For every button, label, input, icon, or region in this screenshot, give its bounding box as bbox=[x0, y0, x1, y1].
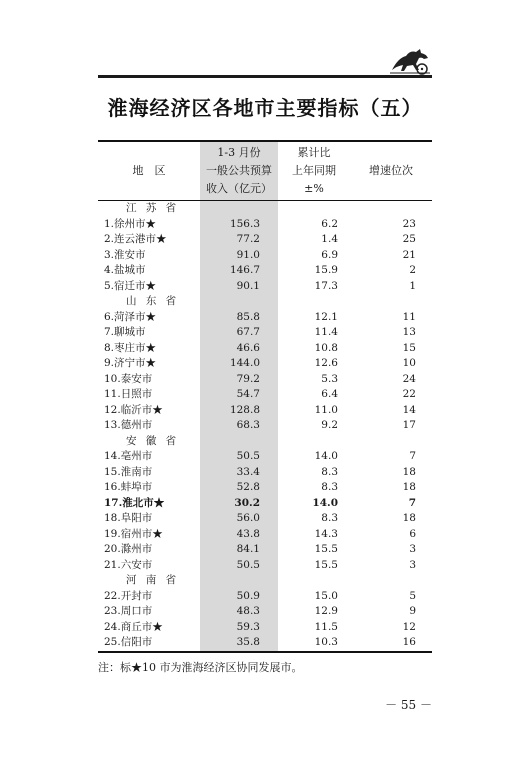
revenue-value: 48.3 bbox=[236, 605, 260, 617]
revenue-value: 90.1 bbox=[236, 279, 260, 292]
rank-value: 13 bbox=[402, 326, 416, 338]
growth-value: 11.4 bbox=[314, 326, 338, 338]
growth-value: 12.6 bbox=[314, 357, 338, 369]
rank-value: 7 bbox=[409, 450, 416, 462]
growth-value: 15.5 bbox=[314, 558, 338, 571]
revenue-value: 35.8 bbox=[236, 636, 260, 648]
table-row bbox=[98, 263, 432, 279]
table-row bbox=[98, 325, 432, 341]
city-name: 7.聊城市 bbox=[104, 326, 146, 338]
city-name: 20.滁州市 bbox=[104, 543, 153, 555]
growth-value: 6.9 bbox=[321, 248, 338, 261]
province-name: 河 南 省 bbox=[126, 574, 180, 586]
revenue-value: 85.8 bbox=[236, 310, 260, 323]
table-row bbox=[98, 387, 432, 403]
table-row bbox=[98, 232, 432, 248]
province-row bbox=[98, 573, 432, 589]
province-row bbox=[98, 201, 432, 217]
rank-value: 17 bbox=[402, 419, 416, 431]
footnote: 注：标★10 市为淮海经济区协同发展市。 bbox=[98, 661, 303, 674]
revenue-value: 128.8 bbox=[229, 403, 260, 416]
table-row bbox=[98, 480, 432, 496]
revenue-value: 68.3 bbox=[236, 419, 260, 431]
table-row bbox=[98, 527, 432, 543]
revenue-value: 50.9 bbox=[236, 589, 260, 602]
city-name: 16.蚌埠市 bbox=[104, 481, 153, 493]
revenue-value: 33.4 bbox=[236, 465, 260, 478]
indicators-table bbox=[98, 140, 432, 653]
growth-value: 14.0 bbox=[312, 496, 338, 509]
rank-value: 12 bbox=[402, 620, 416, 633]
table-header bbox=[98, 142, 432, 201]
table-row bbox=[98, 372, 432, 388]
city-name: 8.枣庄市★ bbox=[104, 341, 157, 354]
city-name: 2.连云港市★ bbox=[104, 233, 167, 245]
rank-value: 14 bbox=[402, 403, 416, 416]
growth-value: 8.3 bbox=[321, 465, 338, 478]
rank-value: 3 bbox=[409, 543, 416, 555]
growth-value: 9.2 bbox=[321, 419, 338, 431]
table-row bbox=[98, 558, 432, 574]
revenue-value: 59.3 bbox=[236, 620, 260, 633]
city-name: 4.盐城市 bbox=[104, 264, 146, 276]
revenue-value: 91.0 bbox=[236, 248, 260, 261]
growth-value: 10.8 bbox=[314, 341, 338, 354]
revenue-value: 67.7 bbox=[236, 326, 260, 338]
rank-value: 21 bbox=[402, 248, 416, 261]
table-row bbox=[98, 465, 432, 481]
header-growth: 累计比 上年同期 ±% bbox=[292, 146, 336, 195]
rank-value: 18 bbox=[402, 481, 416, 493]
rank-value: 23 bbox=[402, 217, 416, 230]
province-row bbox=[98, 294, 432, 310]
city-name: 11.日照市 bbox=[104, 388, 153, 400]
rank-value: 22 bbox=[402, 388, 416, 400]
rank-value: 15 bbox=[402, 341, 416, 354]
table-row bbox=[98, 496, 432, 512]
city-name: 3.淮安市 bbox=[104, 248, 146, 261]
page-title: 淮海经济区各地市主要指标（五） bbox=[107, 96, 423, 120]
table-row bbox=[98, 449, 432, 465]
city-name: 19.宿州市★ bbox=[104, 527, 163, 540]
growth-value: 15.5 bbox=[314, 543, 338, 555]
city-name: 6.菏泽市★ bbox=[104, 310, 157, 323]
city-name: 14.亳州市 bbox=[104, 450, 153, 462]
table-row bbox=[98, 589, 432, 605]
rank-value: 24 bbox=[402, 372, 416, 385]
revenue-value: 77.2 bbox=[236, 233, 260, 245]
province-name: 江 苏 省 bbox=[126, 202, 180, 214]
province-name: 山 东 省 bbox=[126, 295, 180, 307]
table-row bbox=[98, 279, 432, 295]
city-name: 9.济宁市★ bbox=[104, 357, 157, 369]
province-name: 安 徽 省 bbox=[126, 434, 180, 447]
header-rule bbox=[98, 75, 432, 78]
revenue-value: 56.0 bbox=[236, 512, 260, 524]
table-row bbox=[98, 217, 432, 233]
growth-value: 1.4 bbox=[321, 233, 338, 245]
growth-value: 12.9 bbox=[314, 605, 338, 617]
rank-value: 5 bbox=[409, 589, 416, 602]
growth-value: 11.5 bbox=[314, 620, 338, 633]
rank-value: 9 bbox=[409, 605, 416, 617]
rank-value: 1 bbox=[409, 279, 416, 292]
table-row bbox=[98, 418, 432, 434]
rank-value: 25 bbox=[402, 233, 416, 245]
table-row bbox=[98, 356, 432, 372]
table-body bbox=[98, 201, 432, 651]
rank-value: 10 bbox=[402, 357, 416, 369]
city-name: 18.阜阳市 bbox=[104, 512, 153, 524]
growth-value: 10.3 bbox=[314, 636, 338, 648]
header-rank: 增速位次 bbox=[369, 164, 413, 177]
revenue-value: 43.8 bbox=[236, 527, 260, 540]
growth-value: 14.0 bbox=[314, 450, 338, 462]
growth-value: 8.3 bbox=[321, 481, 338, 493]
table-row bbox=[98, 341, 432, 357]
table-row bbox=[98, 542, 432, 558]
rank-value: 18 bbox=[402, 512, 416, 524]
province-row bbox=[98, 434, 432, 450]
city-name: 10.泰安市 bbox=[104, 372, 153, 385]
growth-value: 15.9 bbox=[314, 264, 338, 276]
rank-value: 11 bbox=[402, 310, 416, 323]
city-name: 22.开封市 bbox=[104, 589, 153, 602]
revenue-value: 50.5 bbox=[236, 450, 260, 462]
table-row bbox=[98, 635, 432, 651]
revenue-value: 84.1 bbox=[236, 543, 260, 555]
table-row bbox=[98, 620, 432, 636]
city-name: 1.徐州市★ bbox=[104, 217, 157, 230]
revenue-value: 30.2 bbox=[234, 496, 260, 509]
growth-value: 5.3 bbox=[321, 372, 338, 385]
rank-value: 6 bbox=[409, 527, 416, 540]
city-name: 15.淮南市 bbox=[104, 465, 153, 478]
table-row bbox=[98, 604, 432, 620]
rank-value: 18 bbox=[402, 465, 416, 478]
header-revenue: 1-3 月份 一般公共预算 收入（亿元） bbox=[206, 146, 272, 195]
growth-value: 6.4 bbox=[321, 388, 338, 400]
growth-value: 14.3 bbox=[314, 527, 338, 540]
city-name: 24.商丘市★ bbox=[104, 620, 163, 633]
horse-chariot-logo-icon bbox=[388, 44, 432, 76]
rank-value: 7 bbox=[408, 496, 416, 509]
revenue-value: 144.0 bbox=[229, 357, 260, 369]
table-row bbox=[98, 248, 432, 264]
rank-value: 16 bbox=[402, 636, 416, 648]
city-name: 21.六安市 bbox=[104, 558, 153, 571]
growth-value: 8.3 bbox=[321, 512, 338, 524]
city-name: 5.宿迁市★ bbox=[104, 279, 157, 292]
city-name: 23.周口市 bbox=[104, 605, 153, 617]
revenue-value: 52.8 bbox=[236, 481, 260, 493]
city-name: 13.德州市 bbox=[104, 419, 153, 431]
growth-value: 12.1 bbox=[314, 310, 338, 323]
growth-value: 11.0 bbox=[314, 403, 338, 416]
city-name: 17.淮北市★ bbox=[104, 496, 165, 509]
table-row bbox=[98, 310, 432, 326]
table-row bbox=[98, 511, 432, 527]
revenue-value: 79.2 bbox=[236, 372, 260, 385]
revenue-value: 50.5 bbox=[236, 558, 260, 571]
page-number: － 55 － bbox=[385, 698, 432, 712]
growth-value: 17.3 bbox=[314, 279, 338, 292]
city-name: 12.临沂市★ bbox=[104, 403, 163, 416]
revenue-value: 54.7 bbox=[236, 388, 260, 400]
growth-value: 6.2 bbox=[321, 217, 338, 230]
city-name: 25.信阳市 bbox=[104, 636, 153, 648]
growth-value: 15.0 bbox=[314, 589, 338, 602]
revenue-value: 46.6 bbox=[236, 341, 260, 354]
table-row bbox=[98, 403, 432, 419]
revenue-value: 156.3 bbox=[229, 217, 260, 230]
rank-value: 3 bbox=[409, 558, 416, 571]
revenue-value: 146.7 bbox=[229, 264, 260, 276]
rank-value: 2 bbox=[409, 264, 416, 276]
header-region: 地 区 bbox=[132, 164, 166, 177]
